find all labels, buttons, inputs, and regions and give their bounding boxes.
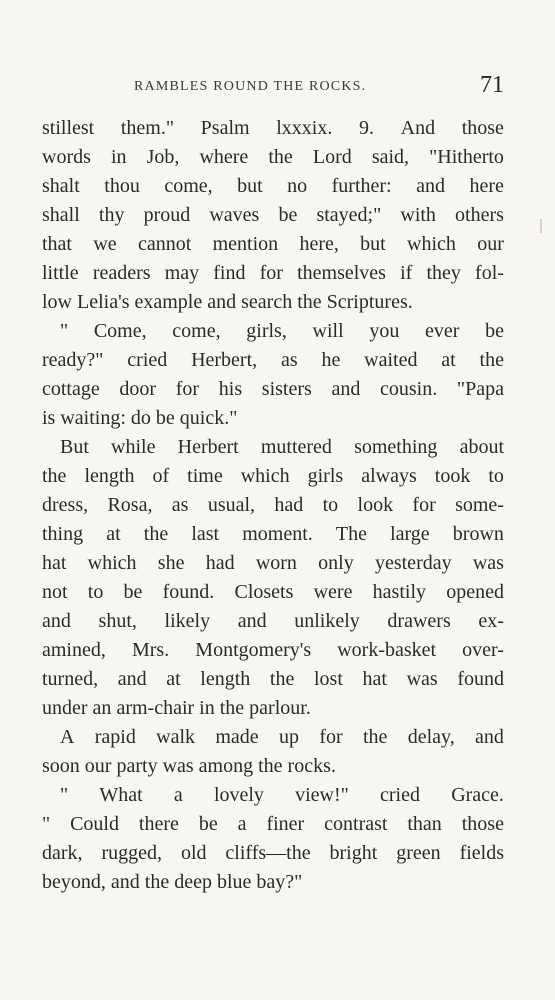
text-word: the bbox=[268, 146, 293, 168]
text-line bbox=[42, 462, 504, 491]
text-word: only bbox=[318, 552, 354, 574]
text-word: of bbox=[152, 465, 170, 487]
margin-mark bbox=[540, 219, 542, 233]
text-word: " bbox=[60, 320, 69, 342]
text-word: Herbert, bbox=[191, 349, 258, 371]
text-word: The bbox=[335, 523, 367, 545]
text-word: "Papa bbox=[456, 378, 504, 400]
text-word: shut, bbox=[98, 610, 137, 632]
text-word: the bbox=[479, 349, 504, 371]
text-line bbox=[42, 346, 504, 375]
text-word: bay?" bbox=[256, 871, 303, 893]
text-word: A bbox=[60, 726, 75, 748]
text-line bbox=[42, 114, 504, 143]
text-word: time bbox=[187, 465, 223, 487]
text-word: some- bbox=[455, 494, 504, 516]
text-line bbox=[42, 781, 504, 810]
text-word: stayed;" bbox=[316, 204, 382, 226]
text-word: waves bbox=[209, 204, 260, 226]
text-word: But bbox=[60, 436, 89, 458]
text-word: waiting: bbox=[60, 407, 126, 429]
text-word: over- bbox=[462, 639, 504, 661]
page-number: 71 bbox=[480, 72, 504, 98]
text-word: search bbox=[241, 291, 293, 313]
text-word: while bbox=[111, 436, 156, 458]
text-word: had bbox=[274, 494, 304, 516]
text-word: low bbox=[42, 291, 72, 313]
text-word: the bbox=[219, 697, 245, 719]
text-word: but bbox=[360, 233, 386, 255]
text-word: where bbox=[199, 146, 249, 168]
text-line bbox=[42, 752, 504, 781]
text-word: said, bbox=[371, 146, 410, 168]
text-word: bright bbox=[329, 842, 378, 864]
text-word: themselves bbox=[297, 262, 386, 284]
text-word: unlikely bbox=[294, 610, 360, 632]
text-word: under bbox=[42, 697, 88, 719]
text-word: large bbox=[390, 523, 430, 545]
text-word: " bbox=[42, 813, 51, 835]
text-word: not bbox=[42, 581, 68, 603]
text-word: little bbox=[42, 262, 79, 284]
text-word: and bbox=[42, 610, 71, 632]
text-word: deep bbox=[174, 871, 212, 893]
text-word: walk bbox=[156, 726, 196, 748]
text-word: if bbox=[400, 262, 413, 284]
text-word: soon bbox=[42, 755, 80, 777]
text-word: length bbox=[84, 465, 135, 487]
text-word: to bbox=[87, 581, 104, 603]
text-word: finer bbox=[266, 813, 305, 835]
text-word: here bbox=[469, 175, 504, 197]
text-word: found bbox=[457, 668, 504, 690]
text-word: readers bbox=[92, 262, 151, 284]
text-word: will bbox=[312, 320, 344, 342]
text-word: And bbox=[400, 117, 436, 139]
text-word: among bbox=[198, 755, 254, 777]
text-word: as bbox=[280, 349, 298, 371]
text-word: made bbox=[215, 726, 259, 748]
text-word: drawers bbox=[387, 610, 451, 632]
text-word: which bbox=[240, 465, 290, 487]
text-word: thing bbox=[42, 523, 84, 545]
text-word: and bbox=[110, 871, 140, 893]
text-word: as bbox=[171, 494, 189, 516]
text-word: the bbox=[258, 755, 283, 777]
text-word: they bbox=[426, 262, 461, 284]
text-word: ex- bbox=[478, 610, 504, 632]
text-word: be bbox=[155, 407, 175, 429]
text-line bbox=[42, 317, 504, 346]
text-word: others bbox=[455, 204, 504, 226]
text-word: the bbox=[42, 465, 67, 487]
text-word: ready?" bbox=[42, 349, 104, 371]
text-word: find bbox=[213, 262, 246, 284]
text-word: brown bbox=[452, 523, 504, 545]
text-word: view!" bbox=[295, 784, 349, 806]
text-word: at bbox=[166, 668, 181, 690]
text-word: cannot bbox=[137, 233, 192, 255]
running-head bbox=[0, 70, 555, 104]
text-word: an bbox=[92, 697, 112, 719]
text-word: door bbox=[119, 378, 157, 400]
text-word: lost bbox=[313, 668, 343, 690]
text-word: hastily bbox=[372, 581, 427, 603]
text-word: thou bbox=[104, 175, 140, 197]
text-word: look bbox=[357, 494, 394, 516]
text-line bbox=[42, 201, 504, 230]
text-word: in bbox=[199, 697, 215, 719]
text-word: yesterday bbox=[374, 552, 452, 574]
running-title: RAMBLES ROUND THE ROCKS. bbox=[134, 79, 367, 94]
text-word: stillest bbox=[42, 117, 95, 139]
text-word: Job, bbox=[146, 146, 180, 168]
text-word: party bbox=[116, 755, 158, 777]
text-word: delay, bbox=[407, 726, 455, 748]
text-word: thy bbox=[98, 204, 125, 226]
text-word: we bbox=[93, 233, 117, 255]
text-line bbox=[42, 259, 504, 288]
text-word: with bbox=[400, 204, 436, 226]
text-word: come, bbox=[164, 175, 213, 197]
text-word: What bbox=[99, 784, 143, 806]
text-word: Mrs. bbox=[131, 639, 170, 661]
text-line bbox=[42, 868, 504, 897]
text-word: " bbox=[60, 784, 69, 806]
text-line bbox=[42, 172, 504, 201]
text-word: worn bbox=[255, 552, 297, 574]
text-word: Lelia's bbox=[77, 291, 130, 313]
text-word: and bbox=[237, 610, 267, 632]
text-word: mention bbox=[212, 233, 279, 255]
text-word: rugged, bbox=[101, 842, 163, 864]
text-word: be bbox=[278, 204, 298, 226]
text-word: words bbox=[42, 146, 91, 168]
text-word: lxxxix. bbox=[276, 117, 333, 139]
text-word: is bbox=[42, 407, 56, 429]
text-word: last bbox=[191, 523, 220, 545]
text-word: about bbox=[459, 436, 504, 458]
text-word: which bbox=[87, 552, 137, 574]
text-word: Lord bbox=[312, 146, 352, 168]
text-word: old bbox=[180, 842, 207, 864]
text-word: and bbox=[416, 175, 445, 197]
text-word: proud bbox=[143, 204, 191, 226]
text-line bbox=[42, 375, 504, 404]
text-word: further: bbox=[331, 175, 392, 197]
text-word: cousin. bbox=[380, 378, 438, 400]
text-word: 9. bbox=[358, 117, 374, 139]
text-word: parlour. bbox=[249, 697, 311, 719]
text-word: had bbox=[205, 552, 235, 574]
text-word: than bbox=[407, 813, 442, 835]
text-word: rapid bbox=[94, 726, 136, 748]
text-word: lovely bbox=[213, 784, 264, 806]
text-word: amined, bbox=[42, 639, 106, 661]
text-word: the bbox=[269, 668, 295, 690]
text-word: be bbox=[198, 813, 218, 835]
text-word: that bbox=[42, 233, 72, 255]
text-word: them." bbox=[120, 117, 175, 139]
text-word: always bbox=[361, 465, 417, 487]
text-line bbox=[42, 723, 504, 752]
text-word: those bbox=[461, 117, 504, 139]
text-word: shalt bbox=[42, 175, 80, 197]
text-word: waited bbox=[364, 349, 418, 371]
text-word: arm-chair bbox=[116, 697, 195, 719]
text-word: do bbox=[130, 407, 151, 429]
text-word: the bbox=[143, 523, 169, 545]
text-word: girls, bbox=[246, 320, 287, 342]
text-word: here, bbox=[299, 233, 339, 255]
text-word: for bbox=[412, 494, 436, 516]
text-word: you bbox=[369, 320, 400, 342]
text-word: ever bbox=[424, 320, 460, 342]
text-word: our bbox=[84, 755, 112, 777]
text-word: no bbox=[287, 175, 308, 197]
text-word: girls bbox=[307, 465, 344, 487]
text-line bbox=[42, 636, 504, 665]
text-word: turned, bbox=[42, 668, 99, 690]
text-word: usual, bbox=[207, 494, 256, 516]
text-line bbox=[42, 520, 504, 549]
text-word: example bbox=[134, 291, 203, 313]
text-line bbox=[42, 665, 504, 694]
text-word: cottage bbox=[42, 378, 100, 400]
text-line bbox=[42, 288, 504, 317]
text-word: Could bbox=[70, 813, 119, 835]
body-text bbox=[42, 114, 504, 914]
text-word: length bbox=[200, 668, 251, 690]
text-word: Scriptures. bbox=[326, 291, 413, 313]
text-word: for bbox=[319, 726, 343, 748]
text-word: cliffs—the bbox=[225, 842, 311, 864]
text-word: and bbox=[331, 378, 361, 400]
text-word: rocks. bbox=[287, 755, 336, 777]
text-line bbox=[42, 433, 504, 462]
text-word: and bbox=[117, 668, 147, 690]
text-word: a bbox=[237, 813, 247, 835]
text-word: found. bbox=[162, 581, 215, 603]
text-word: shall bbox=[42, 204, 80, 226]
text-word: be bbox=[123, 581, 143, 603]
text-word: and bbox=[475, 726, 504, 748]
text-line bbox=[42, 810, 504, 839]
text-word: contrast bbox=[324, 813, 388, 835]
text-line bbox=[42, 491, 504, 520]
text-word: dress, bbox=[42, 494, 89, 516]
text-word: his bbox=[218, 378, 243, 400]
text-line bbox=[42, 549, 504, 578]
text-word: be bbox=[485, 320, 504, 342]
text-word: was bbox=[472, 552, 504, 574]
text-word: Psalm bbox=[200, 117, 250, 139]
text-word: cried bbox=[380, 784, 420, 806]
text-word: the bbox=[362, 726, 388, 748]
text-word: she bbox=[157, 552, 185, 574]
text-word: dark, bbox=[42, 842, 83, 864]
text-line bbox=[42, 230, 504, 259]
text-word: cried bbox=[127, 349, 168, 371]
text-word: opened bbox=[446, 581, 504, 603]
text-line bbox=[42, 404, 504, 433]
text-word: but bbox=[237, 175, 263, 197]
text-word: our bbox=[477, 233, 504, 255]
text-line bbox=[42, 607, 504, 636]
text-word: was bbox=[162, 755, 194, 777]
text-word: Herbert bbox=[177, 436, 239, 458]
text-word: fields bbox=[459, 842, 504, 864]
text-word: come, bbox=[172, 320, 221, 342]
text-word: likely bbox=[164, 610, 211, 632]
text-word: may bbox=[164, 262, 200, 284]
text-word: sisters bbox=[261, 378, 312, 400]
text-word: Come, bbox=[93, 320, 147, 342]
text-word: to bbox=[488, 465, 504, 487]
text-word: blue bbox=[216, 871, 252, 893]
text-word: Grace. bbox=[451, 784, 504, 806]
text-line bbox=[42, 839, 504, 868]
text-word: was bbox=[406, 668, 438, 690]
text-word: those bbox=[461, 813, 504, 835]
text-word: and bbox=[207, 291, 237, 313]
text-word: for bbox=[175, 378, 200, 400]
text-word: "Hitherto bbox=[429, 146, 504, 168]
text-word: fol- bbox=[475, 262, 504, 284]
text-word: the bbox=[144, 871, 170, 893]
text-word: Montgomery's bbox=[195, 639, 312, 661]
text-word: he bbox=[321, 349, 341, 371]
text-line bbox=[42, 578, 504, 607]
text-line bbox=[42, 694, 504, 723]
text-word: hat bbox=[362, 668, 387, 690]
text-word: in bbox=[110, 146, 127, 168]
text-word: Closets bbox=[234, 581, 294, 603]
text-word: for bbox=[259, 262, 283, 284]
text-word: beyond, bbox=[42, 871, 106, 893]
text-word: which bbox=[407, 233, 456, 255]
text-word: quick." bbox=[179, 407, 238, 429]
text-word: muttered bbox=[260, 436, 332, 458]
text-word: Rosa, bbox=[107, 494, 153, 516]
text-word: there bbox=[138, 813, 179, 835]
text-word: moment. bbox=[242, 523, 313, 545]
text-line bbox=[42, 143, 504, 172]
text-word: green bbox=[396, 842, 441, 864]
text-word: up bbox=[279, 726, 299, 748]
text-word: at bbox=[106, 523, 121, 545]
text-word: the bbox=[297, 291, 322, 313]
text-word: were bbox=[313, 581, 353, 603]
text-word: something bbox=[354, 436, 438, 458]
text-word: took bbox=[434, 465, 471, 487]
text-word: to bbox=[322, 494, 339, 516]
text-word: at bbox=[441, 349, 456, 371]
text-word: work-basket bbox=[337, 639, 437, 661]
text-word: a bbox=[173, 784, 183, 806]
text-word: hat bbox=[42, 552, 67, 574]
